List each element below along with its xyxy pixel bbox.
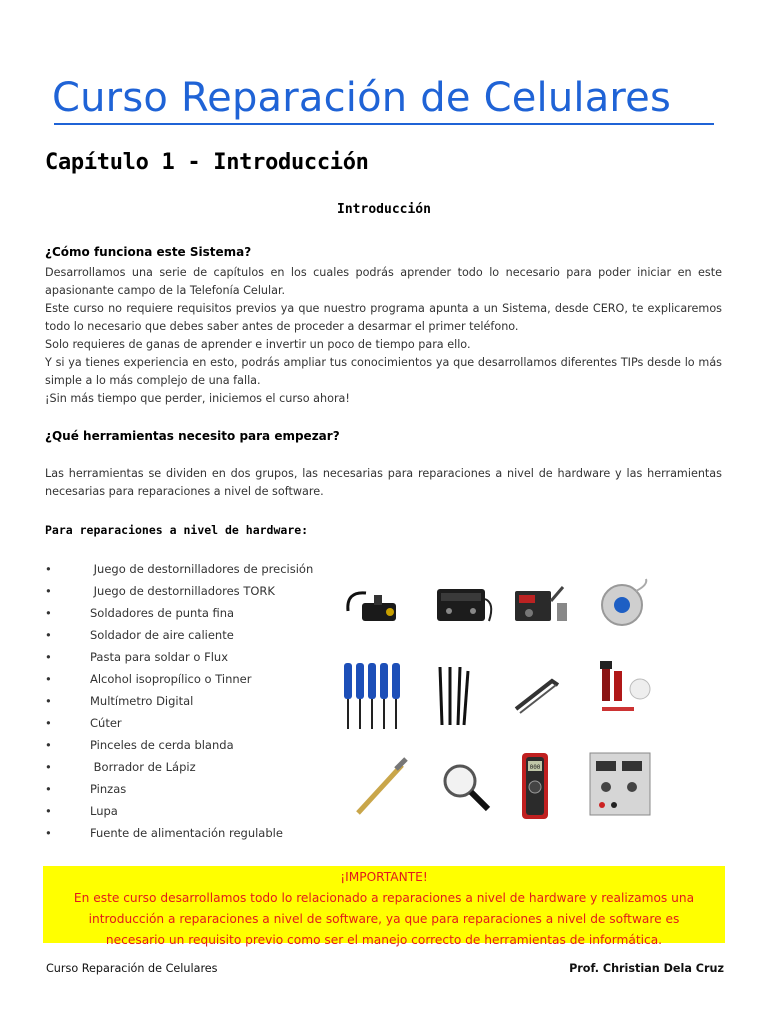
tools-illustration [336,563,720,843]
bullet: • [45,826,52,840]
multimeter-icon [522,753,548,819]
flux-bottles-icon [600,661,650,711]
bent-tweezers-icon [516,681,558,713]
important-line: introducción a reparaciones a nivel de software, ya que para reparaciones a nivel de software es [88,912,680,926]
important-title: ¡IMPORTANTE! [340,870,428,884]
tool-label: Lupa [90,804,118,818]
section-heading: Introducción [337,202,431,217]
list-item [45,646,313,668]
list-item [45,734,313,756]
tool-label: Cúter [90,716,122,730]
bullet: • [45,628,52,642]
list-item [45,756,313,778]
bullet: • [45,782,52,796]
soldering-station-icon [515,587,567,621]
tools-description [45,465,722,501]
important-line: En este curso desarrollamos todo lo relacionado a reparaciones a nivel de hardware y realizamos una [73,891,695,905]
list-item [45,602,313,624]
bullet: • [45,562,52,576]
brush-icon [358,759,406,813]
list-item [45,580,313,602]
chapter-title: Capítulo 1 - Introducción [45,150,369,175]
important-notice [43,866,725,947]
intro-paragraph: Solo requieres de ganas de aprender e invertir un poco de tiempo para ello. [45,338,471,351]
document-title: Curso Reparación de Celulares [52,75,672,121]
power-supply-icon [590,753,650,815]
tools-description-text: Las herramientas se dividen en dos grupos, las necesarias para reparaciones a nivel de hardware y las herramientas necesarias para reparaciones a nivel de software. [45,467,722,498]
hardware-heading: Para reparaciones a nivel de hardware: [45,523,309,537]
title-underline [54,123,714,125]
tool-label: Fuente de alimentación regulable [90,826,283,840]
intro-paragraph: ¡Sin más tiempo que perder, iniciemos el curso ahora! [45,392,350,405]
intro-paragraph: Este curso no requiere requisitos previos ya que nuestro programa apunta a un Sistema, desde CERO, te explicaremos todo lo necesario que debes saber antes de proceder a desarmar el primer teléfono. [45,302,722,333]
tool-label: Alcohol isopropílico o Tinner [90,672,252,686]
bullet: • [45,606,52,620]
tool-label: Pasta para soldar o Flux [90,650,228,664]
tool-label: Pinceles de cerda blanda [90,738,234,752]
bullet: • [45,584,52,598]
list-item [45,800,313,822]
footer-author: Prof. Christian Dela Cruz [569,962,724,975]
tool-label: Soldadores de punta fina [90,606,235,620]
hot-air-station-icon [437,589,491,621]
tool-label: Juego de destornilladores TORK [90,584,275,598]
intro-body [45,264,722,408]
bullet: • [45,694,52,708]
bullet: • [45,760,52,774]
list-item [45,822,313,844]
screwdriver-set-icon [344,663,400,729]
solder-wire-icon [602,579,646,625]
magnifier-icon [445,766,488,809]
list-item [45,690,313,712]
list-item [45,668,313,690]
list-item [45,712,313,734]
tool-label: Pinzas [90,782,127,796]
soldering-iron-icon [348,593,396,621]
tool-label: Juego de destornilladores de precisión [90,562,314,576]
list-item [45,558,313,580]
bullet: • [45,672,52,686]
bullet: • [45,650,52,664]
tool-label: Multímetro Digital [90,694,194,708]
multimeter-display: 000 [529,764,541,771]
bullet: • [45,738,52,752]
footer-course-name: Curso Reparación de Celulares [46,962,218,975]
tool-label: Soldador de aire caliente [90,628,234,642]
intro-paragraph: Desarrollamos una serie de capítulos en los cuales podrás aprender todo lo necesario para poder iniciar en este apasionante campo de la Telefonía Celular. [45,266,722,297]
hardware-tools-list [45,558,313,844]
tweezers-icon [440,667,468,725]
important-line: necesario un requisito previo como ser el manejo correcto de herramientas de informática. [105,933,663,947]
system-question-heading: ¿Cómo funciona este Sistema? [45,245,252,259]
bullet: • [45,804,52,818]
bullet: • [45,716,52,730]
list-item [45,624,313,646]
intro-paragraph: Y si ya tienes experiencia en esto, podrás ampliar tus conocimientos ya que desarrollamos diferentes TIPs desde lo más simple a lo más complejo de una falla. [45,356,722,387]
tools-question-heading: ¿Qué herramientas necesito para empezar? [45,429,340,443]
list-item [45,778,313,800]
tool-label: Borrador de Lápiz [90,760,196,774]
